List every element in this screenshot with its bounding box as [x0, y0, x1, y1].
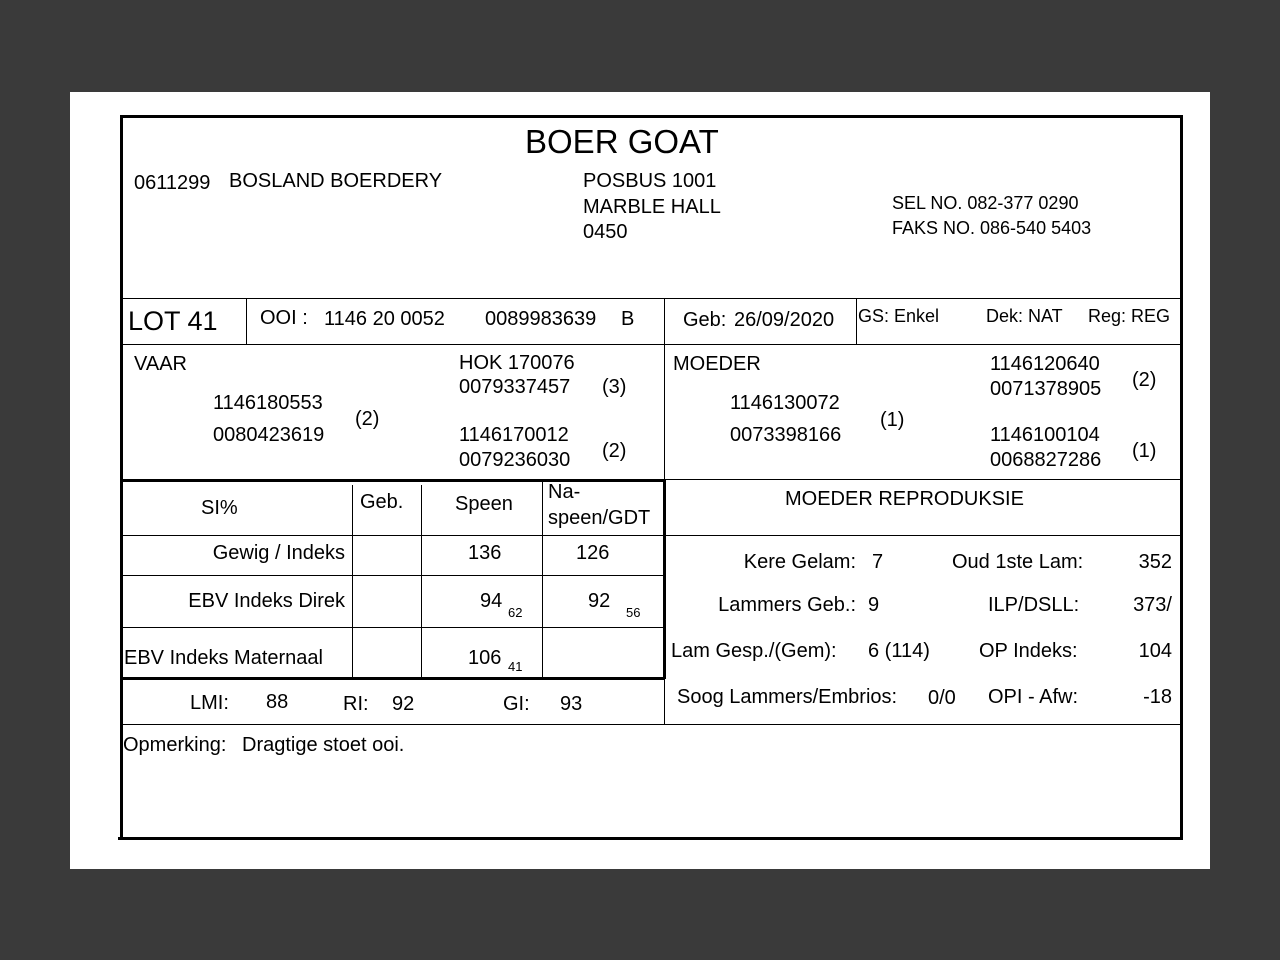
rule-pedigree-bottom — [120, 479, 665, 482]
moeder-id: 1146130072 — [730, 392, 840, 414]
row-direk-naspeen: 92 — [588, 590, 611, 612]
geb-date: 26/09/2020 — [734, 309, 835, 331]
repro-gesp-label: Lam Gesp./(Gem): — [671, 640, 837, 662]
repro-op-value: 104 — [1138, 640, 1172, 662]
moeder-sire-count: (2) — [1132, 369, 1157, 391]
vaar-hok: HOK 170076 — [459, 352, 575, 374]
repro-oud-value: 352 — [1138, 551, 1172, 573]
vaar-id: 1146180553 — [213, 392, 323, 414]
address-line-3: 0450 — [583, 221, 628, 243]
gi-label: GI: — [503, 693, 530, 715]
rule-v-si-speen — [542, 482, 543, 679]
moeder-count: (1) — [880, 409, 905, 431]
vaar-sire-code: 0079337457 — [459, 376, 571, 398]
moeder-sire-code: 0071378905 — [990, 378, 1102, 400]
repro-soog-label: Soog Lammers/Embrios: — [677, 686, 898, 708]
address-line-2: MARBLE HALL — [583, 196, 721, 218]
moeder-code: 0073398166 — [730, 424, 842, 446]
rule-v-si-label — [352, 485, 353, 679]
rule-pedigree-bottom-right — [665, 479, 1183, 480]
geb-label: Geb: — [683, 309, 727, 331]
moeder-sire-id: 1146120640 — [990, 353, 1100, 375]
remark-text: Dragtige stoet ooi. — [242, 734, 405, 756]
vaar-dam-code: 0079236030 — [459, 449, 571, 471]
repro-gesp-value: 6 (114) — [868, 640, 930, 662]
repro-soog-value: 0/0 — [928, 687, 956, 709]
address-line-1: POSBUS 1001 — [583, 170, 717, 192]
rule-row-2 — [120, 627, 665, 628]
reg-status: Reg: REG — [1088, 306, 1171, 326]
repro-kere-label: Kere Gelam: — [743, 551, 856, 573]
row-gewig-speen: 136 — [468, 542, 502, 564]
geb-header: Geb. — [360, 491, 404, 513]
vaar-code: 0080423619 — [213, 424, 325, 446]
row-direk-naspeen-sub: 56 — [626, 605, 641, 620]
gi-value: 93 — [560, 693, 583, 715]
rule-lot-top — [120, 298, 1183, 299]
moeder-dam-id: 1146100104 — [990, 424, 1100, 446]
ooi-code: 0089983639 — [485, 308, 597, 330]
rule-lot-bottom — [120, 344, 1183, 345]
frame-top — [120, 115, 1183, 118]
row-maternaal-speen-sub: 41 — [508, 659, 523, 674]
frame-left — [120, 115, 123, 839]
naspeen-header-1: Na- — [548, 481, 581, 503]
moeder-dam-count: (1) — [1132, 440, 1157, 462]
vaar-dam-count: (2) — [602, 440, 627, 462]
rule-v-lot — [246, 298, 247, 344]
rule-v-si-geb — [421, 485, 422, 679]
repro-oud-label: Oud 1ste Lam: — [952, 551, 1084, 573]
vaar-dam-id: 1146170012 — [459, 424, 569, 446]
si-header: SI% — [201, 497, 238, 519]
row-gewig-naspeen: 126 — [576, 542, 610, 564]
row-direk-speen-sub: 62 — [508, 605, 523, 620]
rule-header-row — [120, 535, 1183, 536]
rule-row-1 — [120, 575, 665, 576]
lmi-value: 88 — [266, 691, 289, 713]
speen-header: Speen — [455, 493, 513, 515]
frame-right — [1180, 115, 1183, 839]
cell-number: SEL NO. 082-377 0290 — [892, 193, 1079, 213]
ri-value: 92 — [392, 693, 415, 715]
repro-opi-label: OPI - Afw: — [988, 686, 1079, 708]
repro-ilp-value: 373/ — [1133, 594, 1172, 616]
repro-lammers-value: 9 — [868, 594, 880, 616]
row-label-gewig: Gewig / Indeks — [212, 542, 345, 564]
repro-op-label: OP Indeks: — [979, 640, 1078, 662]
row-maternaal-speen: 106 — [468, 647, 502, 669]
moeder-label: MOEDER — [673, 353, 761, 375]
owner-name: BOSLAND BOERDERY — [229, 170, 443, 192]
row-label-direk: EBV Indeks Direk — [188, 590, 345, 612]
ooi-grade: B — [621, 308, 635, 330]
moeder-dam-code: 0068827286 — [990, 449, 1102, 471]
owner-code: 0611299 — [134, 172, 211, 194]
frame-bottom — [118, 837, 1183, 840]
repro-lammers-label: Lammers Geb.: — [718, 594, 856, 616]
page-title: BOER GOAT — [525, 123, 719, 160]
rule-index-bottom — [120, 724, 1183, 725]
row-label-maternaal: EBV Indeks Maternaal — [124, 647, 323, 669]
rule-v-si-right — [663, 479, 666, 679]
vaar-count: (2) — [355, 408, 380, 430]
ooi-label: OOI : — [260, 307, 308, 329]
lot-number: LOT 41 — [128, 306, 218, 336]
vaar-label: VAAR — [134, 353, 187, 375]
repro-ilp-label: ILP/DSLL: — [988, 594, 1080, 616]
row-direk-speen: 94 — [480, 590, 503, 612]
dek-status: Dek: NAT — [986, 306, 1063, 326]
fax-number: FAKS NO. 086-540 5403 — [892, 218, 1092, 238]
rule-v-geb — [856, 298, 857, 344]
sale-card — [70, 92, 1210, 869]
ooi-id: 1146 20 0052 — [324, 308, 445, 330]
vaar-sire-count: (3) — [602, 376, 627, 398]
ri-label: RI: — [343, 693, 369, 715]
remark-label: Opmerking: — [123, 734, 227, 756]
naspeen-header-2: speen/GDT — [548, 507, 651, 529]
rule-si-bottom — [120, 677, 665, 680]
repro-kere-value: 7 — [872, 551, 884, 573]
repro-opi-value: -18 — [1143, 686, 1172, 708]
reproduction-title: MOEDER REPRODUKSIE — [785, 488, 1024, 510]
gs-status: GS: Enkel — [858, 306, 940, 326]
lmi-label: LMI: — [190, 692, 229, 714]
